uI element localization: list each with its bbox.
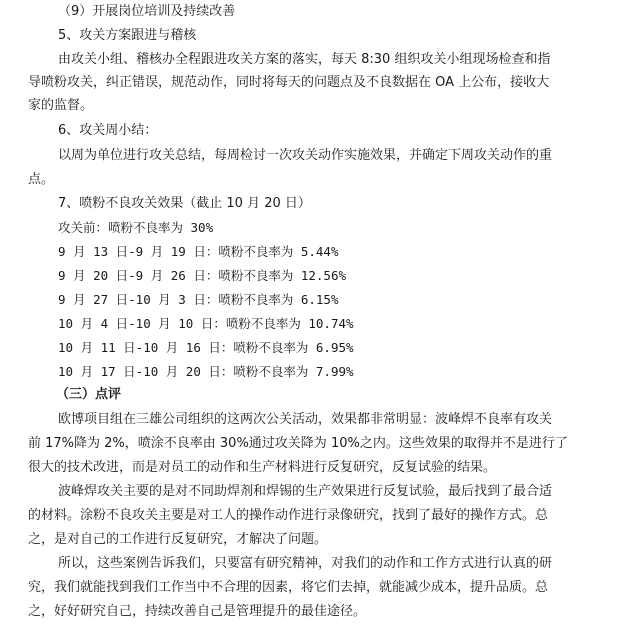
paragraph-line: 以周为单位进行攻关总结，每周检讨一次攻关动作实施效果，并确定下周攻关动作的重 bbox=[58, 148, 553, 163]
result-row: 10 月 17 日-10 月 20 日：喷粉不良率为 7.99% bbox=[58, 364, 354, 379]
paragraph-line: 之，好好研究自己，持续改善自己是管理提升的最佳途径。 bbox=[28, 604, 367, 619]
paragraph-line: 由攻关小组、稽核办全程跟进攻关方案的落实，每天 8:30 组织攻关小组现场检查和指 bbox=[58, 52, 551, 67]
section-heading-review: （三）点评 bbox=[56, 387, 122, 402]
paragraph-line: 导喷粉攻关，纠正错误，规范动作，同时将每天的问题点及不良数据在 OA 上公布，接收大 bbox=[28, 75, 550, 90]
paragraph-line: 所以，这些案例告诉我们，只要富有研究精神，对我们的动作和工作方式进行认真的研 bbox=[58, 556, 553, 571]
paragraph-line: 的材料。涂粉不良攻关主要是对工人的操作动作进行录像研究，找到了最好的操作方式。总 bbox=[28, 508, 549, 523]
paragraph-line: 前 17%降为 2%，喷涂不良率由 30%通过攻关降为 10%之内。这些效果的取得并不是进行了 bbox=[28, 436, 568, 451]
result-row: 9 月 27 日-10 月 3 日：喷粉不良率为 6.15% bbox=[58, 292, 339, 307]
paragraph-line: 究，我们就能找到我们工作当中不合理的因素，将它们去掉，就能减少成本，提升品质。总 bbox=[28, 580, 549, 595]
result-row: 9 月 13 日-9 月 19 日：喷粉不良率为 5.44% bbox=[58, 244, 339, 259]
heading-6-weekly-summary: 6、攻关周小结： bbox=[58, 123, 158, 138]
heading-7-results: 7、喷粉不良攻关效果（截止 10 月 20 日） bbox=[58, 196, 311, 211]
paragraph-line: 点。 bbox=[28, 172, 55, 187]
heading-5-follow-up: 5、攻关方案跟进与稽核 bbox=[58, 28, 197, 43]
result-row: 9 月 20 日-9 月 26 日：喷粉不良率为 12.56% bbox=[58, 268, 347, 283]
paragraph-line: 之，是对自己的工作进行反复研究，才解决了问题。 bbox=[28, 532, 328, 547]
paragraph-line: 欧博项目组在三雄公司组织的这两次公关活动，效果都非常明显：波峰焊不良率有攻关 bbox=[58, 412, 553, 427]
result-row: 10 月 11 日-10 月 16 日：喷粉不良率为 6.95% bbox=[58, 340, 354, 355]
item-9-training: （9）开展岗位培训及持续改善 bbox=[58, 4, 236, 19]
paragraph-line: 波峰焊攻关主要的是对不同助焊剂和焊锡的生产效果进行反复试验，最后找到了最合适 bbox=[58, 484, 553, 499]
result-before: 攻关前：喷粉不良率为 30% bbox=[58, 220, 214, 235]
paragraph-line: 很大的技术改进，而是对员工的动作和生产材料进行反复研究，反复试验的结果。 bbox=[28, 460, 497, 475]
paragraph-line: 家的监督。 bbox=[28, 98, 94, 113]
result-row: 10 月 4 日-10 月 10 日：喷粉不良率为 10.74% bbox=[58, 316, 354, 331]
